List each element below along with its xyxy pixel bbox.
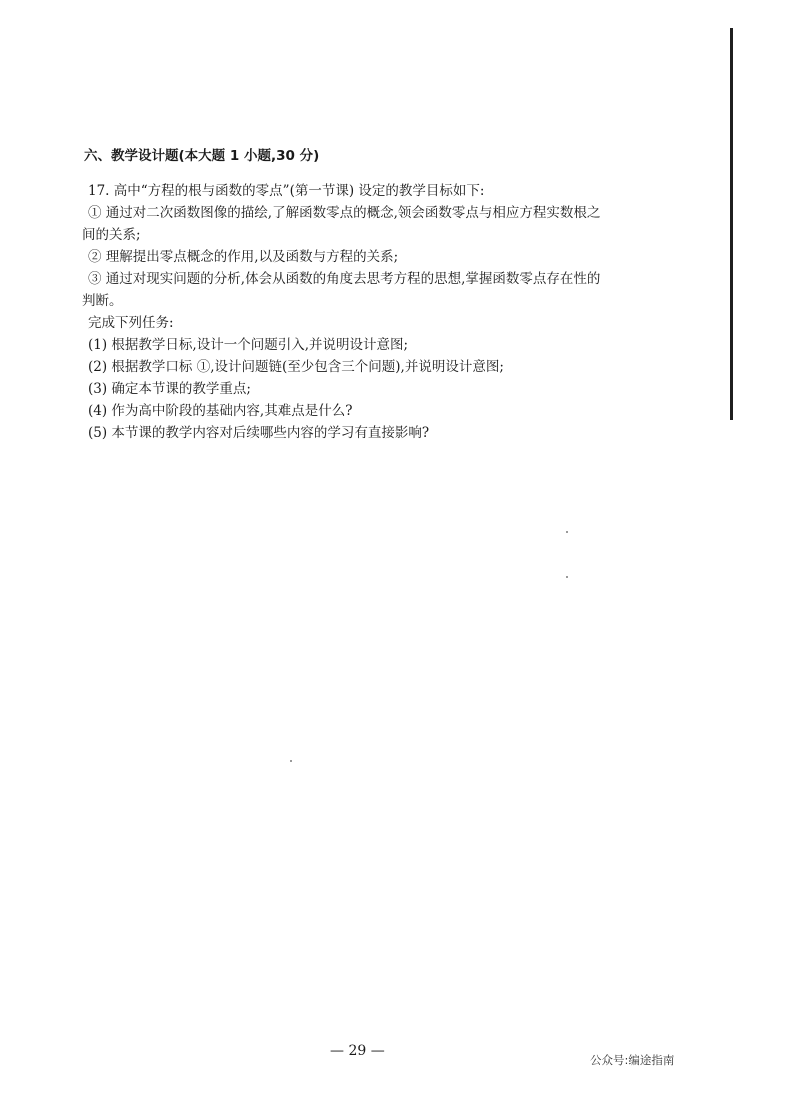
scan-speck: [566, 576, 568, 578]
scan-speck: [566, 531, 568, 533]
task-item: (1) 根据教学日标,设计一个问题引入,并说明设计意图;: [88, 337, 409, 353]
objective-line: ① 通过对二次函数图像的描绘,了解函数零点的概念,领会函数零点与相应方程实数根之: [88, 205, 601, 221]
objective-line: ② 理解提出零点概念的作用,以及函数与方程的关系;: [88, 249, 399, 265]
scan-speck: [290, 760, 292, 762]
task-item: (3) 确定本节课的教学重点;: [88, 381, 251, 397]
task-item: (4) 作为高中阶段的基础内容,其难点是什么?: [88, 403, 353, 419]
task-item: (5) 本节课的教学内容对后续哪些内容的学习有直接影响?: [88, 425, 430, 441]
watermark-text: 公众号:编途指南: [590, 1053, 675, 1067]
question-stem: 17. 高中“方程的根与函数的零点”(第一节课) 设定的教学目标如下:: [88, 183, 485, 199]
objective-item: [82, 202, 682, 246]
page-number: — 29 —: [330, 1043, 385, 1059]
objective-line-continued: 判断。: [82, 293, 123, 309]
objective-line: ③ 通过对现实问题的分析,体会从函数的角度去思考方程的思想,掌握函数零点存在性的: [88, 271, 601, 287]
exam-page-content: [82, 146, 682, 444]
task-item: (2) 根据教学口标 ①,设计问题链(至少包含三个问题),并说明设计意图;: [88, 359, 504, 375]
objective-item: [82, 246, 682, 268]
tasks-intro: 完成下列任务:: [88, 315, 174, 331]
scan-edge-line: [730, 28, 733, 420]
objective-item: [82, 268, 682, 312]
objective-line-continued: 间的关系;: [82, 227, 141, 243]
section-title: 六、教学设计题(本大题 1 小题,30 分): [84, 148, 320, 164]
